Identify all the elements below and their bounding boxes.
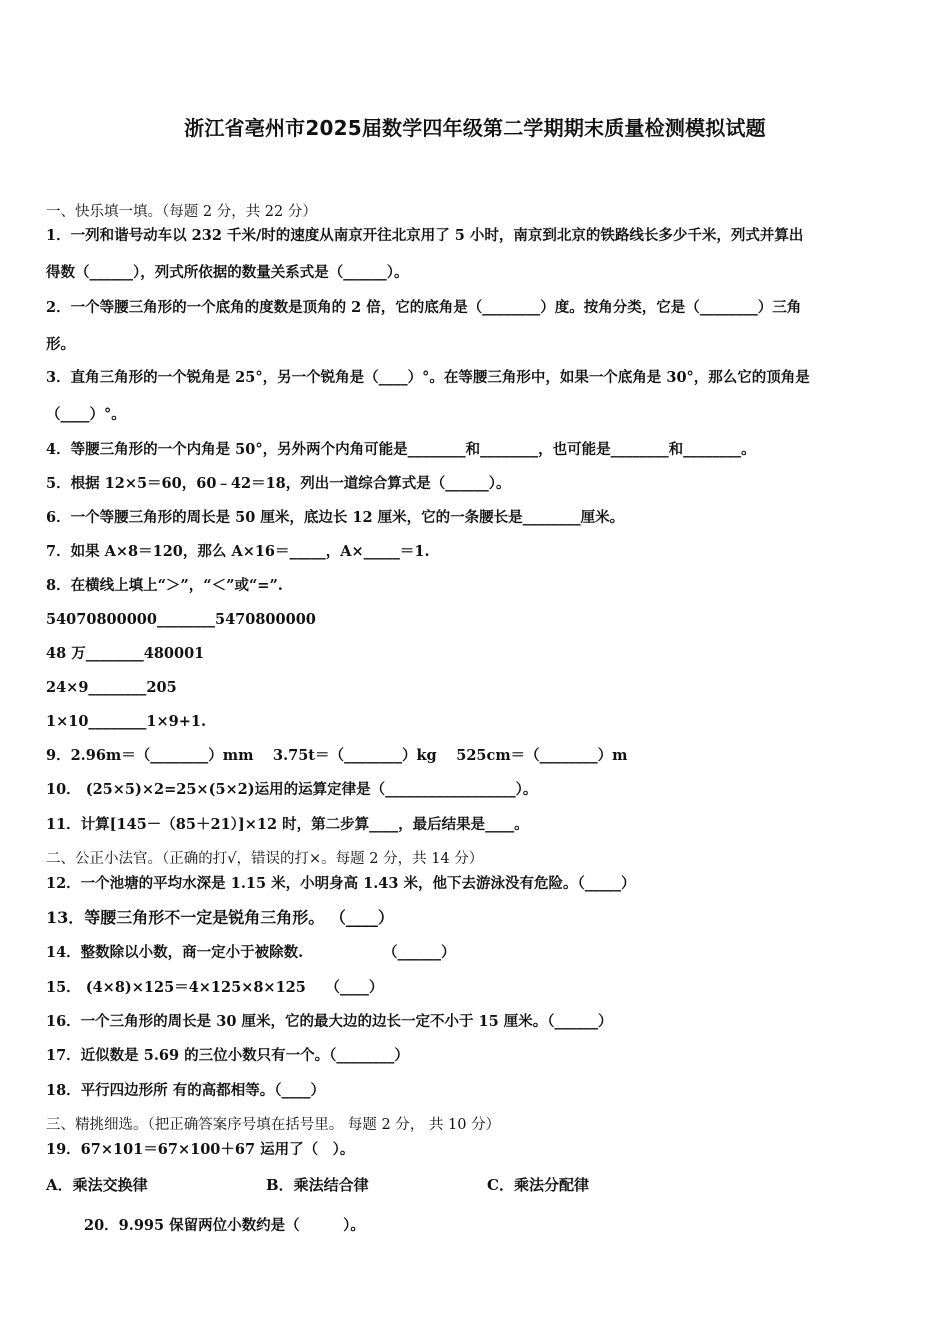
question-7: 7．如果 A×8＝120，那么 A×16＝_____，A×_____＝1.: [46, 543, 430, 560]
question-10: 10． (25×5)×2=25×(5×2)运用的运算定律是（__________________）。: [46, 781, 538, 798]
question-16: 16．一个三角形的周长是 30 厘米，它的最大边的边长一定不小于 15 厘米。（______）: [46, 1013, 613, 1030]
section-1-heading: 一、快乐填一填。（每题 2 分，共 22 分）: [46, 204, 317, 220]
question-8-item-d: 1×10________1×9+1.: [46, 713, 207, 730]
question-14: 14．整数除以小数，商一定小于被除数. （______）: [46, 944, 456, 961]
question-8-item-c: 24×9________205: [46, 679, 177, 696]
question-19-choice-b: B．乘法结合律: [266, 1176, 369, 1194]
question-2-line-1: 2．一个等腰三角形的一个底角的度数是顶角的 2 倍，它的底角是（________）度。按角分类，它是（________）三角: [46, 299, 802, 316]
question-12: 12．一个池塘的平均水深是 1.15 米，小明身高 1.43 米，他下去游泳没有危险。（_____）: [46, 875, 636, 892]
question-1-line-2: 得数（______），列式所依据的数量关系式是（______）。: [46, 264, 409, 281]
question-6: 6．一个等腰三角形的周长是 50 厘米，底边长 12 厘米，它的一条腰长是________厘米。: [46, 509, 625, 526]
question-2-line-2: 形。: [46, 336, 75, 353]
question-15: 15． (4×8)×125＝4×125×8×125 （____）: [46, 979, 384, 996]
section-3-heading: 三、精挑细选。（把正确答案序号填在括号里。 每题 2 分， 共 10 分）: [46, 1117, 501, 1133]
page-title: 浙江省亳州市2025届数学四年级第二学期期末质量检测模拟试题: [184, 116, 766, 140]
question-18: 18．平行四边形所 有的高都相等。（____）: [46, 1082, 325, 1099]
question-8-item-b: 48 万________480001: [46, 645, 205, 662]
section-2-heading: 二、公正小法官。（正确的打√，错误的打×。每题 2 分，共 14 分）: [46, 851, 484, 867]
question-3-line-2: （____）°。: [46, 406, 126, 423]
question-5: 5．根据 12×5＝60，60﹣42＝18，列出一道综合算式是（______）。: [46, 475, 511, 492]
question-1-line-1: 1．一列和谐号动车以 232 千米/时的速度从南京开往北京用了 5 小时，南京到北京的铁路线长多少千米，列式并算出: [46, 227, 804, 244]
question-8-item-a: 54070800000________5470800000: [46, 611, 316, 628]
question-9: 9．2.96m＝（________）mm 3.75t＝（________）kg 525cm＝（________）m: [46, 747, 628, 764]
question-19-choice-c: C．乘法分配律: [487, 1176, 589, 1194]
question-19: 19．67×101＝67×100＋67 运用了（ ）。: [46, 1141, 355, 1158]
question-19-choice-a: A．乘法交换律: [46, 1176, 148, 1194]
question-17: 17．近似数是 5.69 的三位小数只有一个。（________）: [46, 1047, 409, 1064]
question-4: 4．等腰三角形的一个内角是 50°，另外两个内角可能是________和________，也可能是________和________。: [46, 441, 756, 458]
question-3-line-1: 3．直角三角形的一个锐角是 25°，另一个锐角是（____）°。在等腰三角形中，如果一个底角是 30°，那么它的顶角是: [46, 369, 810, 386]
question-20: 20．9.995 保留两位小数约是（ ）。: [84, 1217, 365, 1234]
question-11: 11．计算[145－（85＋21）]×12 时，第二步算____，最后结果是____。: [46, 816, 529, 833]
question-13: 13．等腰三角形不一定是锐角三角形。 （____）: [46, 908, 394, 927]
question-8: 8．在横线上填上“＞”，“＜”或“=”.: [46, 577, 283, 594]
